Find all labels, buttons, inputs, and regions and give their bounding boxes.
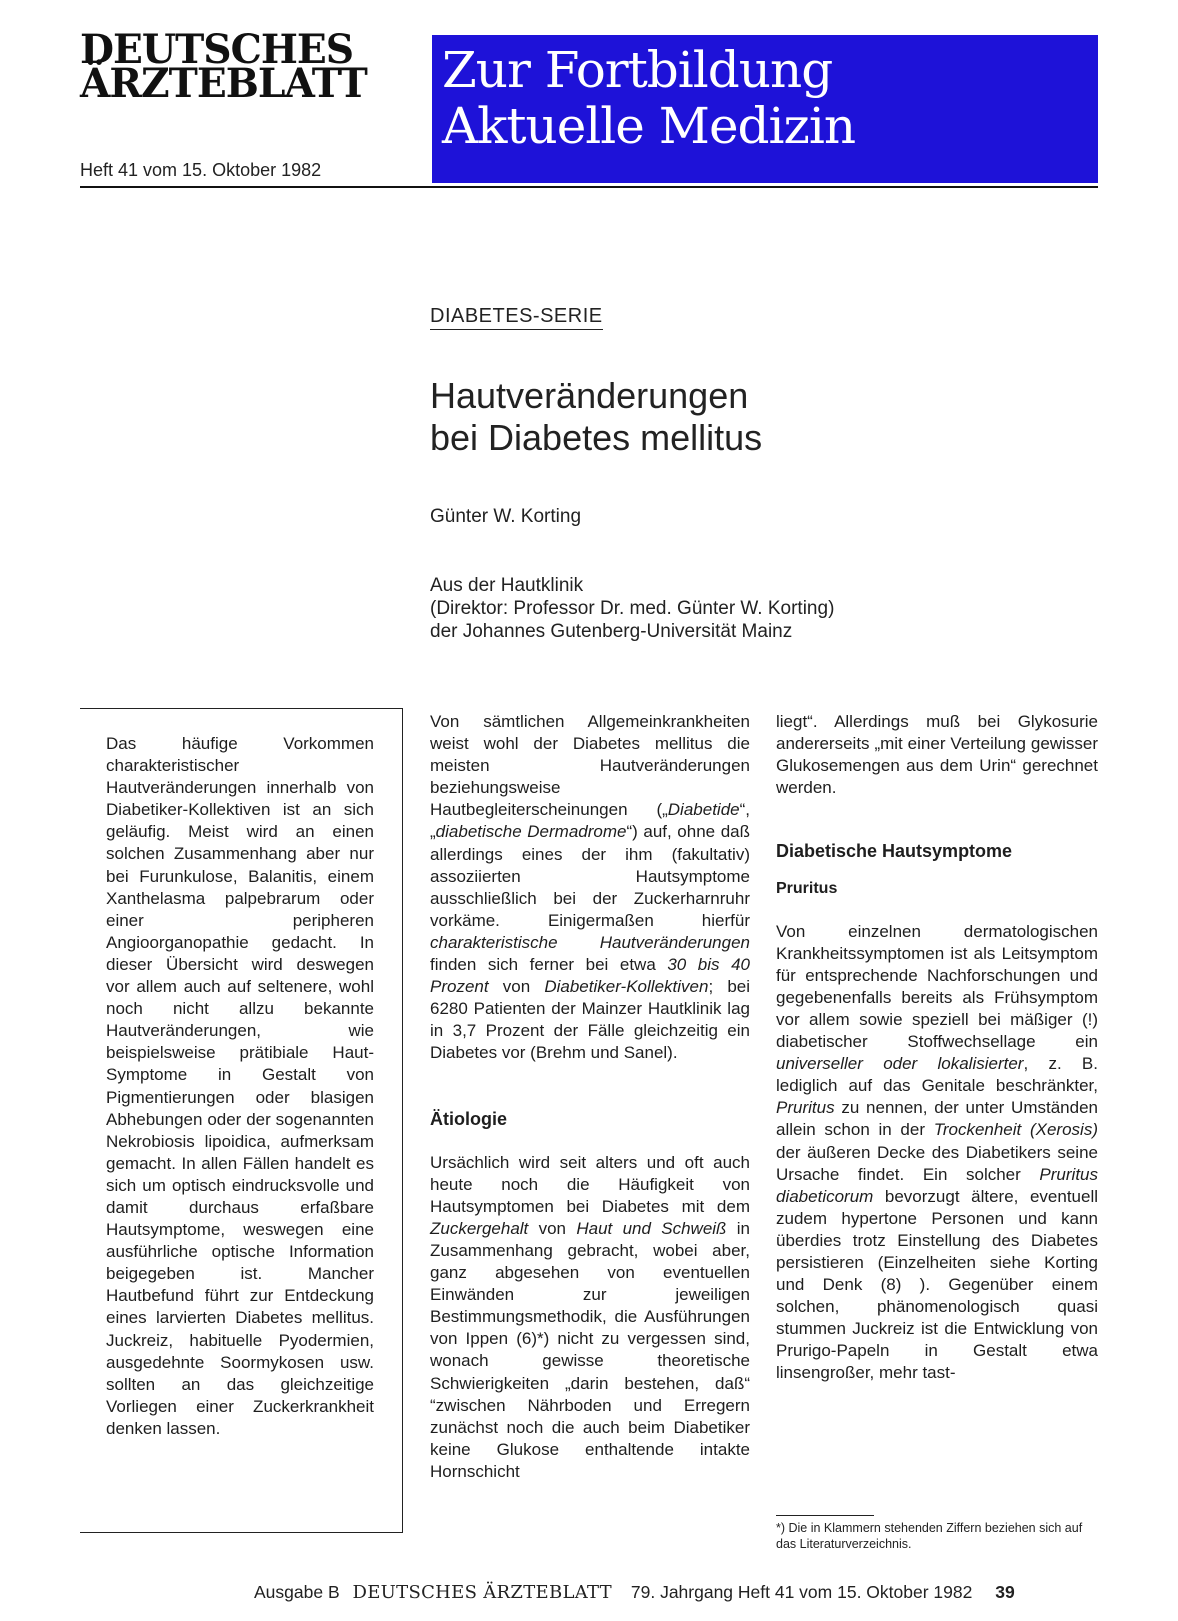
page-number: 39 [995, 1582, 1015, 1602]
body-column-2 [776, 711, 1098, 1385]
affiliation-line3: der Johannes Gutenberg-Universität Mainz [430, 621, 793, 642]
abstract [106, 733, 374, 1440]
journal-title [80, 26, 403, 107]
footer-brand: DEUTSCHES ÄRZTEBLATT [352, 1582, 612, 1603]
author: Günter W. Korting [430, 506, 582, 527]
banner-line2: Aktuelle Medizin [442, 97, 856, 155]
page-footer [254, 1582, 1015, 1603]
section-heading-aetiologie: Ätiologie [430, 1108, 507, 1129]
paragraph: Von sämtlichen Allgemeinkrankheiten weist wohl der Diabetes mellitus die meisten Hautveränderungen beziehungsweise Hautbegleiterscheinungen („Diabetide“, „diabetische Dermadrome“) auf, ohne daß allerdings eines der ihm (fakultativ) assoziierten Hautsymptome ausschließlich bei der Zuckerharnruhr vorkäme. Einigermaßen hierfür charakteristische Hautveränderungen finden sich ferner bei etwa 30 bis 40 Prozent von Diabetiker-Kollektiven; bei 6280 Patienten der Mainzer Hautklinik lag in 3,7 Prozent der Fälle gleichzeitig ein Diabetes vor (Brehm und Sanel). [430, 712, 751, 1063]
paragraph: liegt“. Allerdings muß bei Glykosurie andererseits „mit einer Verteilung gewisser Glukosemengen aus dem Urin“ gerechnet werden. [776, 712, 1098, 798]
paragraph: Ursächlich wird seit alters und oft auch heute noch die Häufigkeit von Hautsymptomen bei Diabetes mit dem Zuckergehalt von Haut und Schweiß in Zusammenhang gebracht, wobei aber, ganz abgesehen von eventuellen Einwänden zur jeweiligen Bestimmungsmethodik, die Ausführungen von Ippen (6)*) nicht zu vergessen sind, wonach gewisse theoretische Schwierigkeiten „darin bestehen, daß“ “zwischen Nährboden und Erregern zunächst noch die auch beim Diabetiker keine Glukose enthaltende intakte Hornschicht [430, 1152, 751, 1481]
journal-title-line1: DEUTSCHES [80, 26, 354, 73]
article-title [430, 375, 762, 459]
paragraph: Von einzelnen dermatologischen Krankheitssymptomen ist als Leitsymptom für entsprechende Nachforschungen und gegebenenfalls bereits als Frühsymptom vor allem sowie speziell bei mäßiger (!) diabetischer Stoffwechsellage ein universeller oder lokalisierter, z. B. lediglich auf das Genitale beschränkter, Pruritus zu nennen, der unter Umständen allein schon in der Trockenheit (Xerosis) der äußeren Decke des Diabetikers seine Ursache findet. Ein solcher Pruritus diabeticorum bevorzugt ältere, eventuell zudem hypertone Personen und kann überdies trotz Einstellung des Diabetes persistieren (Einzelheiten siehe Korting und Denk (8) ). Gegenüber einem solchen, phänomenologisch quasi stummen Juckreiz ist die Entwicklung von Prurigo-Papeln in Gestalt etwa linsengroßer, mehr tast- [776, 921, 1098, 1383]
body-column-1 [430, 711, 750, 1483]
footer-issue: 79. Jahrgang Heft 41 vom 15. Oktober 1982 [630, 1582, 973, 1602]
footer-edition: Ausgabe B [254, 1582, 340, 1602]
journal-title-line2: ÄRZTEBLATT [80, 60, 367, 107]
article-title-line1: Hautveränderungen [430, 375, 749, 416]
affiliation [430, 574, 834, 643]
affiliation-line1: Aus der Hautklinik [430, 575, 584, 596]
section-banner-text [442, 42, 855, 154]
footnote: *) Die in Klammern stehenden Ziffern beziehen sich auf das Literaturverzeichnis. [776, 1521, 1083, 1551]
subheading-pruritus: Pruritus [776, 880, 838, 898]
issue-line: Heft 41 vom 15. Oktober 1982 [80, 160, 322, 180]
footnote-rule [776, 1515, 874, 1516]
section-heading-hautsymptome: Diabetische Hautsymptome [776, 841, 1013, 862]
banner-line1: Zur Fortbildung [442, 41, 833, 99]
header-rule [80, 186, 1098, 188]
affiliation-line2: (Direktor: Professor Dr. med. Günter W. Korting) [430, 598, 835, 619]
article-title-line2: bei Diabetes mellitus [430, 417, 763, 458]
abstract-text: Das häufige Vorkommen charakteristischer Hautveränderungen innerhalb von Diabetiker-Kollektiven ist an sich geläufig. Meist wird an einen solchen Zusammenhang aber nur bei Furunkulose, Balanitis, einem Xanthelasma palpebrarum oder einer peripheren Angioorganopathie gedacht. In dieser Übersicht wird deswegen vor allem auch auf seltenere, wohl noch nicht allzu bekannte Hautveränderungen, wie beispielsweise prätibiale Haut-Symptome in Gestalt von Pigmentierungen oder blasigen Abhebungen oder der sogenannten Nekrobiosis lipoidica, aufmerksam gemacht. In allen Fällen handelt es sich um optisch eindrucksvolle und damit durchaus erfaßbare Hautsymptome, weswegen eine ausführliche optische Information beigegeben ist. Mancher Hautbefund führt zur Entdeckung eines larvierten Diabetes mellitus. Juckreiz, habituelle Pyodermien, ausgedehnte Soormykosen usw. sollten an das gleichzeitige Vorliegen einer Zuckerkrankheit denken lassen. [106, 734, 374, 1438]
series-label: DIABETES-SERIE [430, 305, 603, 330]
